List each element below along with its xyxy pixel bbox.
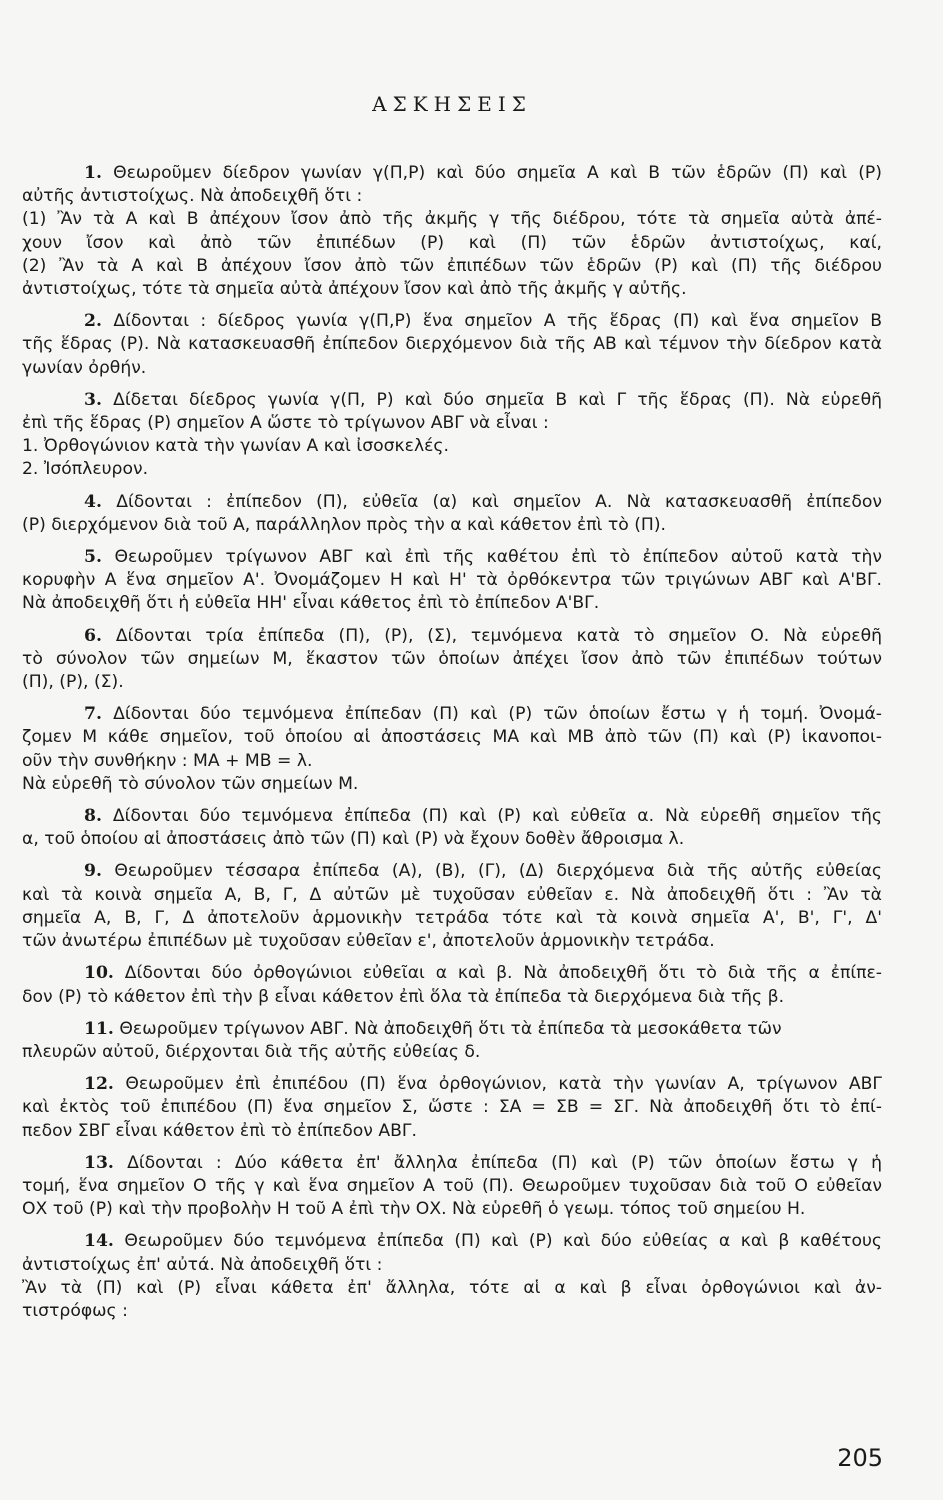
exercise-text: Δίδονται : ἐπίπεδον (Π), εὐθεῖα (α) καὶ σημεῖον Α. Νὰ κατασκευασθῆ ἐπίπεδον (116, 491, 882, 512)
exercise-line: ζομεν Μ κάθε σημεῖον, τοῦ ὁποίου αἱ ἀποστάσεις ΜΑ καὶ ΜΒ ἀπὸ τῶν (Π) καὶ (Ρ) ἱκανοποι- (22, 727, 882, 748)
exercise-line: πλευρῶν αὐτοῦ, διέρχονται διὰ τῆς αὐτῆς εὐθείας δ. (22, 1041, 481, 1062)
exercise-line (22, 389, 882, 412)
exercise-text: Δίδονται δύο τεμνόμενα ἐπίπεδαν (Π) καὶ (Ρ) τῶν ὁποίων ἔστω γ ἡ τομή. Ὀνομά- (113, 704, 882, 725)
exercise-11 (22, 1018, 882, 1064)
exercise-number: 4. (84, 491, 102, 512)
exercise-line (22, 310, 882, 333)
exercise-line: (Ρ) διερχόμενον διὰ τοῦ Α, παράλληλον πρὸς τὴν α καὶ κάθετον ἐπὶ τὸ (Π). (22, 514, 667, 535)
exercise-line: γωνίαν ὀρθήν. (22, 357, 147, 378)
exercise-number: 14. (84, 1231, 114, 1252)
exercise-number: 11. (84, 1018, 114, 1039)
exercise-line: τὸ σύνολον τῶν σημείων Μ, ἕκαστον τῶν ὁποίων ἀπέχει ἴσον ἀπὸ τῶν ἐπιπέδων τούτων (22, 648, 882, 669)
exercise-text: Θεωροῦμεν δίεδρον γωνίαν γ(Π,Ρ) καὶ δύο σημεῖα Α καὶ Β τῶν ἑδρῶν (Π) καὶ (Ρ) (113, 163, 882, 183)
exercise-line: Νὰ ἀποδειχθῆ ὅτι ἡ εὐθεῖα ΗΗ' εἶναι κάθετος ἐπὶ τὸ ἐπίπεδον Α'ΒΓ. (22, 593, 600, 614)
page-number: 205 (837, 1444, 883, 1472)
exercise-line: καὶ τὰ κοινὰ σημεῖα Α, Β, Γ, Δ αὐτῶν μὲ τυχοῦσαν εὐθεῖαν ε. Νὰ ἀποδειχθῆ ὅτι : Ἂν τὰ (22, 884, 882, 905)
exercise-12 (22, 1073, 882, 1143)
exercise-line: οῦν τὴν συνθήκην : ΜΑ + ΜΒ = λ. (22, 750, 313, 771)
exercise-text: Δίδονται δύο τεμνόμενα ἐπίπεδα (Π) καὶ (Ρ) καὶ εὐθεῖα α. Νὰ εὑρεθῆ σημεῖον τῆς (112, 806, 882, 827)
exercise-line: 2. Ἰσόπλευρον. (22, 459, 149, 480)
exercise-line: α, τοῦ ὁποίου αἱ ἀποστάσεις ἀπὸ τῶν (Π) καὶ (Ρ) νὰ ἔχουν δοθὲν ἄθροισμα λ. (22, 829, 685, 850)
exercise-line (22, 546, 882, 569)
exercise-number: 6. (84, 625, 102, 646)
exercise-line: 1. Ὀρθογώνιον κατὰ τὴν γωνίαν Α καὶ ἰσοσκελές. (22, 436, 449, 457)
exercise-text: Θεωροῦμεν δύο τεμνόμενα ἐπίπεδα (Π) καὶ (Ρ) καὶ δύο εὐθείας α καὶ β καθέτους (124, 1231, 882, 1252)
exercise-line: τῆς ἕδρας (Ρ). Νὰ κατασκευασθῆ ἐπίπεδον διερχόμενον διὰ τῆς ΑΒ καὶ τέμνον τὴν δίεδρον κατὰ (22, 334, 882, 355)
exercise-line: (Π), (Ρ), (Σ). (22, 672, 124, 693)
exercise-line: Ἂν τὰ (Π) καὶ (Ρ) εἶναι κάθετα ἐπ' ἄλληλα, τότε αἱ α καὶ β εἶναι ὀρθογώνιοι καὶ ἀν- (22, 1277, 882, 1298)
exercise-line (22, 703, 882, 726)
exercise-line: δον (Ρ) τὸ κάθετον ἐπὶ τὴν β εἶναι κάθετον ἐπὶ ὅλα τὰ ἐπίπεδα τὰ διερχόμενα διὰ τῆς β. (22, 986, 785, 1007)
exercise-line (22, 1152, 882, 1175)
exercise-line: τῶν ἀνωτέρω ἐπιπέδων μὲ τυχοῦσαν εὐθεῖαν ε', ἀποτελοῦν ἁρμονικὴν τετράδα. (22, 931, 715, 952)
exercise-number: 12. (84, 1074, 114, 1095)
exercise-line: (1) Ἂν τὰ Α καὶ Β ἀπέχουν ἴσον ἀπὸ τῆς ἀκμῆς γ τῆς διέδρου, τότε τὰ σημεῖα αὐτὰ ἀπέ- (22, 209, 882, 230)
exercise-number: 5. (84, 547, 102, 568)
exercise-text: Δίδονται : Δύο κάθετα ἐπ' ἄλληλα ἐπίπεδα (Π) καὶ (Ρ) τῶν ὁποίων ἔστω γ ἡ (127, 1152, 882, 1173)
exercise-line (22, 962, 882, 985)
exercise-number: 9. (84, 861, 102, 882)
exercise-line: ἀντιστοίχως, τότε τὰ σημεῖα αὐτὰ ἀπέχουν ἴσον καὶ ἀπὸ τῆς ἀκμῆς γ αὐτῆς. (22, 279, 687, 300)
exercise-list (22, 162, 882, 1332)
exercise-number: 13. (84, 1152, 114, 1173)
exercise-line: κορυφὴν Α ἕνα σημεῖον Α'. Ὀνομάζομεν Η καὶ Η' τὰ ὀρθόκεντρα τῶν τριγώνων ΑΒΓ καὶ Α'ΒΓ. (22, 570, 882, 591)
exercise-number: 3. (84, 389, 102, 410)
page-title: ΑΣΚΗΣΕΙΣ (372, 92, 532, 116)
exercise-line (22, 805, 882, 828)
exercise-number: 7. (84, 704, 102, 725)
exercise-text: Δίδονται : δίεδρος γωνία γ(Π,Ρ) ἕνα σημεῖον Α τῆς ἕδρας (Π) καὶ ἕνα σημεῖον Β (113, 311, 882, 332)
exercise-3 (22, 389, 882, 482)
exercise-line: τομή, ἕνα σημεῖον Ο τῆς γ καὶ ἕνα σημεῖον Α τοῦ (Π). Θεωροῦμεν τυχοῦσαν διὰ τοῦ Ο εὐθεῖαν (22, 1175, 882, 1196)
exercise-number: 1. (84, 163, 102, 183)
exercise-1 (22, 162, 882, 301)
exercise-text: Θεωροῦμεν τρίγωνον ΑΒΓ. Νὰ ἀποδειχθῆ ὅτι τὰ ἐπίπεδα τὰ μεσοκάθετα τῶν (119, 1018, 782, 1039)
exercise-number: 2. (84, 311, 102, 332)
exercise-line (22, 491, 882, 514)
exercise-6 (22, 625, 882, 695)
exercise-line: σημεῖα Α, Β, Γ, Δ ἀποτελοῦν ἁρμονικὴν τετράδα τότε καὶ τὰ κοινὰ σημεῖα Α', Β', Γ', Δ' (22, 907, 882, 928)
exercise-line (22, 1230, 882, 1253)
exercise-line: (2) Ἂν τὰ Α καὶ Β ἀπέχουν ἴσον ἀπὸ τῶν ἐπιπέδων τῶν ἑδρῶν (Ρ) καὶ (Π) τῆς διέδρου (22, 255, 882, 276)
exercise-14 (22, 1230, 882, 1323)
exercise-text: Θεωροῦμεν τέσσαρα ἐπίπεδα (Α), (Β), (Γ), (Δ) διερχόμενα διὰ τῆς αὐτῆς εὐθείας (114, 861, 882, 882)
exercise-line: ἀντιστοίχως ἐπ' αὐτά. Νὰ ἀποδειχθῆ ὅτι : (22, 1254, 383, 1275)
exercise-text: Δίδονται τρία ἐπίπεδα (Π), (Ρ), (Σ), τεμνόμενα κατὰ τὸ σημεῖον Ο. Νὰ εὑρεθῆ (115, 625, 883, 646)
exercise-text: Δίδονται δύο ὀρθογώνιοι εὐθεῖαι α καὶ β. Νὰ ἀποδειχθῆ ὅτι τὸ διὰ τῆς α ἐπίπε- (124, 963, 882, 984)
exercise-line (22, 1073, 882, 1096)
exercise-8 (22, 805, 882, 851)
exercise-line: καὶ ἐκτὸς τοῦ ἐπιπέδου (Π) ἕνα σημεῖον Σ, ὥστε : ΣΑ = ΣΒ = ΣΓ. Νὰ ἀποδειχθῆ ὅτι τὸ ἐπί- (22, 1097, 882, 1118)
exercise-text: Δίδεται δίεδρος γωνία γ(Π, Ρ) καὶ δύο σημεῖα Β καὶ Γ τῆς ἕδρας (Π). Νὰ εὑρεθῆ (113, 389, 883, 410)
exercise-4 (22, 491, 882, 537)
exercise-7 (22, 703, 882, 796)
exercise-2 (22, 310, 882, 380)
exercise-line: χουν ἴσον καὶ ἀπὸ τῶν ἐπιπέδων (Ρ) καὶ (Π) τῶν ἑδρῶν ἀντιστοίχως, καί, (22, 232, 882, 253)
exercise-10 (22, 962, 882, 1008)
exercise-9 (22, 860, 882, 953)
exercise-line: τιστρόφως : (22, 1300, 128, 1321)
exercise-line (22, 625, 882, 648)
exercise-text: Θεωροῦμεν τρίγωνον ΑΒΓ καὶ ἐπὶ τῆς καθέτου ἐπὶ τὸ ἐπίπεδον αὐτοῦ κατὰ τὴν (114, 547, 883, 568)
exercise-line (22, 1018, 882, 1041)
exercise-line: Νὰ εὑρεθῆ τὸ σύνολον τῶν σημείων Μ. (22, 773, 359, 794)
exercise-number: 8. (84, 806, 102, 827)
exercise-line (22, 860, 882, 883)
exercise-line: πεδον ΣΒΓ εἶναι κάθετον ἐπὶ τὸ ἐπίπεδον ΑΒΓ. (22, 1120, 417, 1141)
exercise-text: Θεωροῦμεν ἐπὶ ἐπιπέδου (Π) ἕνα ὀρθογώνιον, κατὰ τὴν γωνίαν Α, τρίγωνον ΑΒΓ (125, 1074, 882, 1095)
exercise-5 (22, 546, 882, 616)
exercise-13 (22, 1152, 882, 1222)
exercise-line: ἐπὶ τῆς ἕδρας (Ρ) σημεῖον Α ὥστε τὸ τρίγωνον ΑΒΓ νὰ εἶναι : (22, 413, 549, 434)
page (22, 0, 884, 1500)
exercise-line (22, 162, 882, 185)
exercise-line: ΟΧ τοῦ (Ρ) καὶ τὴν προβολὴν Η τοῦ Α ἐπὶ τὴν ΟΧ. Νὰ εὑρεθῆ ὁ γεωμ. τόπος τοῦ σημείου Η. (22, 1199, 806, 1220)
exercise-number: 10. (84, 963, 114, 984)
exercise-line: αὐτῆς ἀντιστοίχως. Νὰ ἀποδειχθῆ ὅτι : (22, 186, 363, 207)
